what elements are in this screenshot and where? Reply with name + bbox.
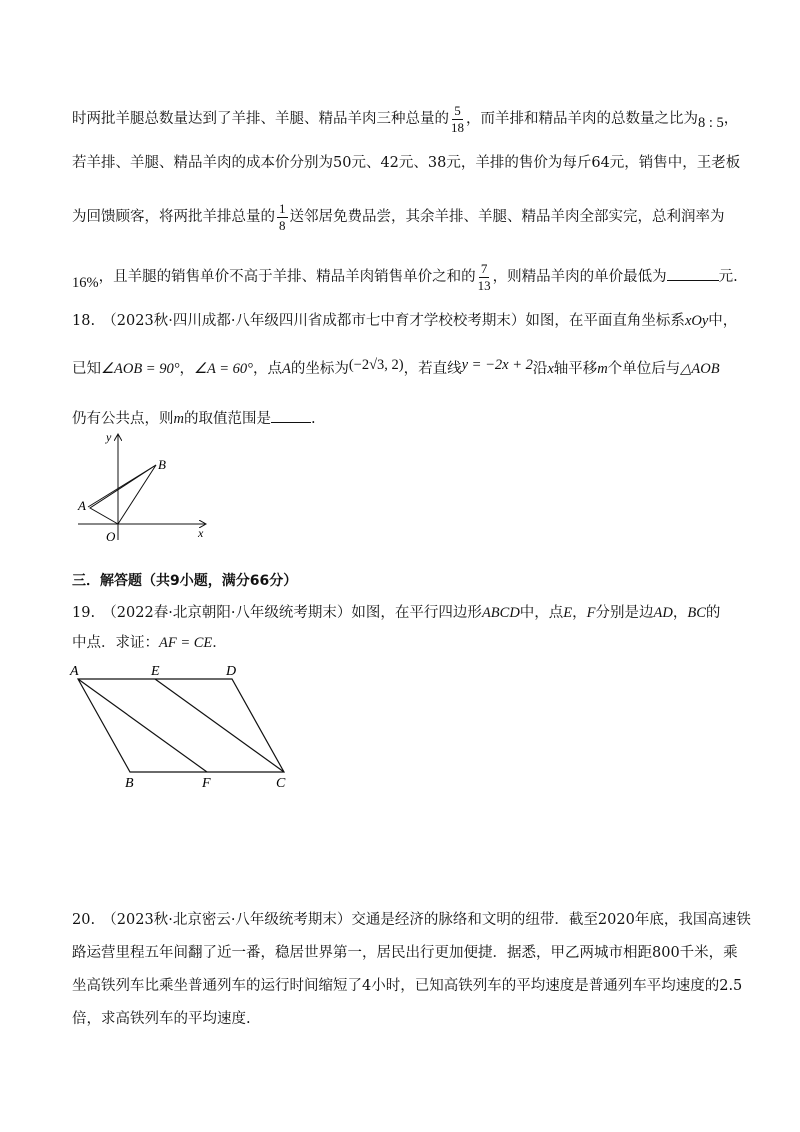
label-F: F (202, 776, 211, 790)
segment-ec (155, 679, 284, 772)
q19-parallelogram-figure (66, 660, 296, 790)
fraction-7-13: $\frac{7}{13}$ (477, 261, 491, 293)
line-y-eq (88, 465, 156, 507)
q20-line-3: 坐高铁列车比乘坐普通列车的运行时间缩短了4小时，已知高铁列车的平均速度是普通列车平均速度的2.5 (72, 978, 743, 994)
q18-line-2: 已知∠AOB = 90°，∠A = 60°，点A的坐标为(−2√3, 2)，若直线y = −2x + 2沿x轴平移m个单位后与△AOB (72, 357, 720, 377)
fraction-5-18: $\frac{5}{18}$ (451, 103, 464, 135)
q20-line-2: 路运营里程五年间翻了近一番，稳居世界第一，居民出行更加便捷．据悉，甲乙两城市相距800千米，乘 (72, 945, 738, 961)
label-A: A (78, 498, 86, 513)
label-A: A (70, 664, 79, 679)
label-C: C (276, 776, 286, 790)
q17-line-4: 16%，且羊腿的销售单价不高于羊排、精品羊肉销售单价之和的 $\frac{7}{13}$ ，则精品羊肉的单价最低为 元. (72, 261, 738, 293)
parallelogram-abcd (78, 679, 284, 772)
label-x: x (198, 526, 204, 540)
q17-line-2: 若羊排、羊腿、精品羊肉的成本价分别为50元、42元、38元，羊排的售价为每斤64元，销售中，王老板 (72, 155, 741, 171)
q17-line-1: 时两批羊腿总数量达到了羊排、羊腿、精品羊肉三种总量的 $\frac{5}{18}$ ，而羊排和精品羊肉的总数量之比为8 : 5， (72, 103, 739, 135)
triangle-aob (90, 465, 156, 524)
q18-line-3: 仍有公共点，则m的取值范围是 . (72, 411, 316, 427)
q20-line-1: 20. （2023秋·北京密云·八年级统考期末）交通是经济的脉络和文明的纽带．截至2020年底，我国高速铁 (72, 912, 751, 928)
q17-line-3: 为回馈顾客，将两批羊排总量的 $\frac{1}{8}$ 送邻居免费品尝，其余羊排、羊腿、精品羊肉全部实完，总利润率为 (72, 201, 725, 233)
section-heading: 三．解答题（共9小题，满分66分） (72, 573, 298, 589)
answer-blank-17[interactable] (667, 280, 719, 281)
label-B: B (158, 457, 166, 472)
label-D: D (226, 664, 237, 679)
q20-line-4: 倍，求高铁列车的平均速度. (72, 1011, 251, 1027)
label-B: B (125, 776, 134, 790)
label-y: y (106, 430, 112, 444)
q18-coordinate-figure (70, 425, 220, 550)
q19-line-1: 19. （2022春·北京朝阳·八年级统考期末）如图，在平行四边形ABCD中，点E，F分别是边AD，BC的 (72, 605, 721, 621)
segment-af (78, 679, 207, 772)
q18-line-1: 18. （2023秋·四川成都·八年级四川省成都市七中育才学校校考期末）如图，在平面直角坐标系xOy中， (72, 313, 738, 329)
label-O: O (106, 529, 116, 544)
label-E: E (151, 664, 160, 679)
answer-blank-18[interactable] (271, 422, 311, 423)
fraction-1-8: $\frac{1}{8}$ (279, 201, 286, 233)
q19-line-2: 中点．求证：AF = CE． (72, 635, 227, 651)
